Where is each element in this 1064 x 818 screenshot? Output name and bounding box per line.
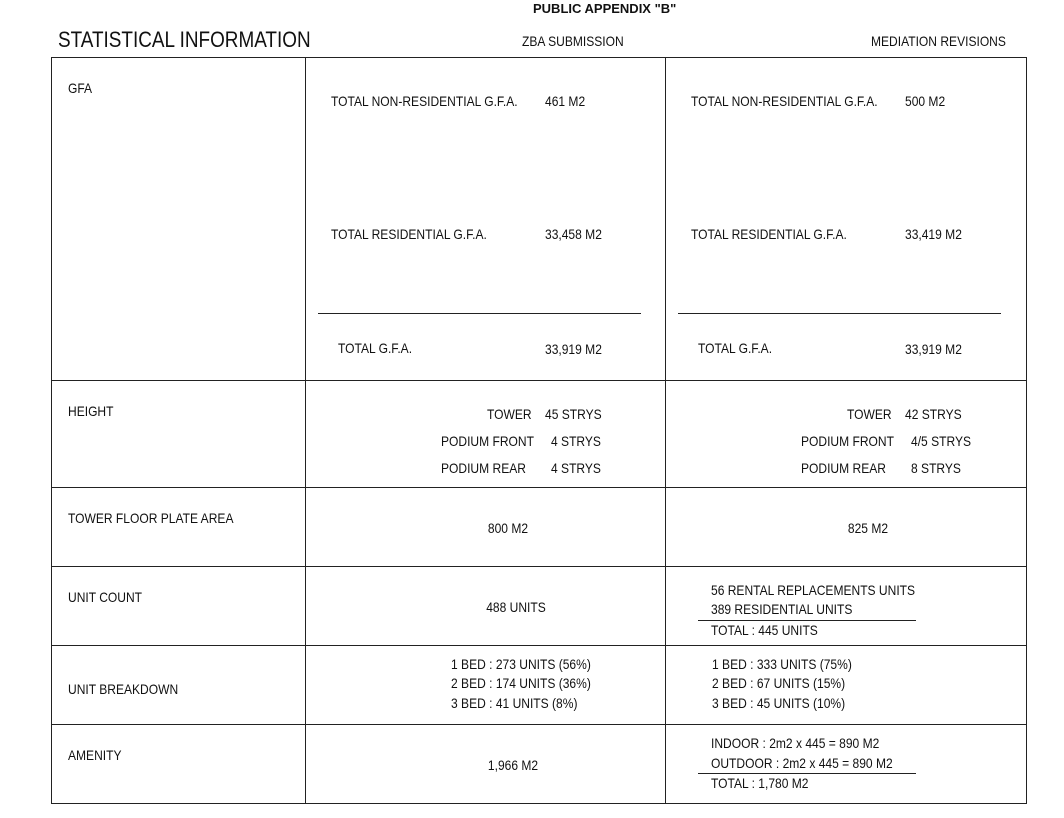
med-nonres-gfa-value: 500 M2 <box>905 93 946 109</box>
med-gfa-sum-rule <box>678 313 1001 314</box>
column-header-zba: ZBA SUBMISSION <box>522 33 624 49</box>
page-title: STATISTICAL INFORMATION <box>58 27 311 52</box>
med-breakdown-1bed: 1 BED : 333 UNITS (75%) <box>712 656 852 672</box>
zba-podium-front-label: PODIUM FRONT <box>441 433 534 449</box>
med-breakdown-2bed: 2 BED : 67 UNITS (15%) <box>712 675 846 691</box>
zba-res-gfa-value: 33,458 M2 <box>545 226 602 242</box>
med-amenity-total: TOTAL : 1,780 M2 <box>711 775 809 791</box>
med-podium-rear-value: 8 STRYS <box>911 460 961 476</box>
med-amenity-indoor: INDOOR : 2m2 x 445 = 890 M2 <box>711 735 880 751</box>
zba-podium-rear-value: 4 STRYS <box>551 460 601 476</box>
zba-podium-rear-label: PODIUM REAR <box>441 460 526 476</box>
med-unit-count-residential: 389 RESIDENTIAL UNITS <box>711 601 853 617</box>
med-res-gfa-label: TOTAL RESIDENTIAL G.F.A. <box>691 226 847 242</box>
zba-nonres-gfa-value: 461 M2 <box>545 93 586 109</box>
zba-unit-count-value: 488 UNITS <box>486 599 546 615</box>
row-label-floor-plate: TOWER FLOOR PLATE AREA <box>68 510 234 526</box>
zba-breakdown-2bed: 2 BED : 174 UNITS (36%) <box>451 675 591 691</box>
zba-gfa-sum-rule <box>318 313 641 314</box>
column-header-mediation: MEDIATION REVISIONS <box>871 33 1006 49</box>
med-res-gfa-value: 33,419 M2 <box>905 226 962 242</box>
med-podium-front-value: 4/5 STRYS <box>911 433 972 449</box>
zba-breakdown-1bed: 1 BED : 273 UNITS (56%) <box>451 656 591 672</box>
zba-total-gfa-value: 33,919 M2 <box>545 341 602 357</box>
med-nonres-gfa-label: TOTAL NON-RESIDENTIAL G.F.A. <box>691 93 878 109</box>
zba-floor-plate-value: 800 M2 <box>487 520 529 536</box>
med-floor-plate-value: 825 M2 <box>847 520 889 536</box>
row-label-unit-count: UNIT COUNT <box>68 589 143 605</box>
zba-podium-front-value: 4 STRYS <box>551 433 601 449</box>
row-label-gfa: GFA <box>68 80 93 96</box>
row-label-amenity: AMENITY <box>68 747 122 763</box>
med-amenity-sum-rule <box>698 773 916 774</box>
med-tower-label: TOWER <box>847 406 892 422</box>
row-label-height: HEIGHT <box>68 403 114 419</box>
zba-breakdown-3bed: 3 BED : 41 UNITS (8%) <box>451 695 578 711</box>
zba-res-gfa-label: TOTAL RESIDENTIAL G.F.A. <box>331 226 487 242</box>
med-tower-value: 42 STRYS <box>905 406 962 422</box>
zba-total-gfa-label: TOTAL G.F.A. <box>338 340 413 356</box>
zba-nonres-gfa-label: TOTAL NON-RESIDENTIAL G.F.A. <box>331 93 518 109</box>
zba-amenity-value: 1,966 M2 <box>487 757 539 773</box>
med-total-gfa-label: TOTAL G.F.A. <box>698 340 773 356</box>
zba-tower-label: TOWER <box>487 406 532 422</box>
appendix-heading: PUBLIC APPENDIX "B" <box>533 1 677 16</box>
med-total-gfa-value: 33,919 M2 <box>905 341 962 357</box>
med-unit-count-total: TOTAL : 445 UNITS <box>711 622 818 638</box>
row-label-unit-breakdown: UNIT BREAKDOWN <box>68 681 179 697</box>
med-unit-count-sum-rule <box>698 620 916 621</box>
med-breakdown-3bed: 3 BED : 45 UNITS (10%) <box>712 695 846 711</box>
med-podium-front-label: PODIUM FRONT <box>801 433 894 449</box>
med-podium-rear-label: PODIUM REAR <box>801 460 886 476</box>
zba-tower-value: 45 STRYS <box>545 406 602 422</box>
med-amenity-outdoor: OUTDOOR : 2m2 x 445 = 890 M2 <box>711 755 893 771</box>
med-unit-count-rental: 56 RENTAL REPLACEMENTS UNITS <box>711 582 916 598</box>
